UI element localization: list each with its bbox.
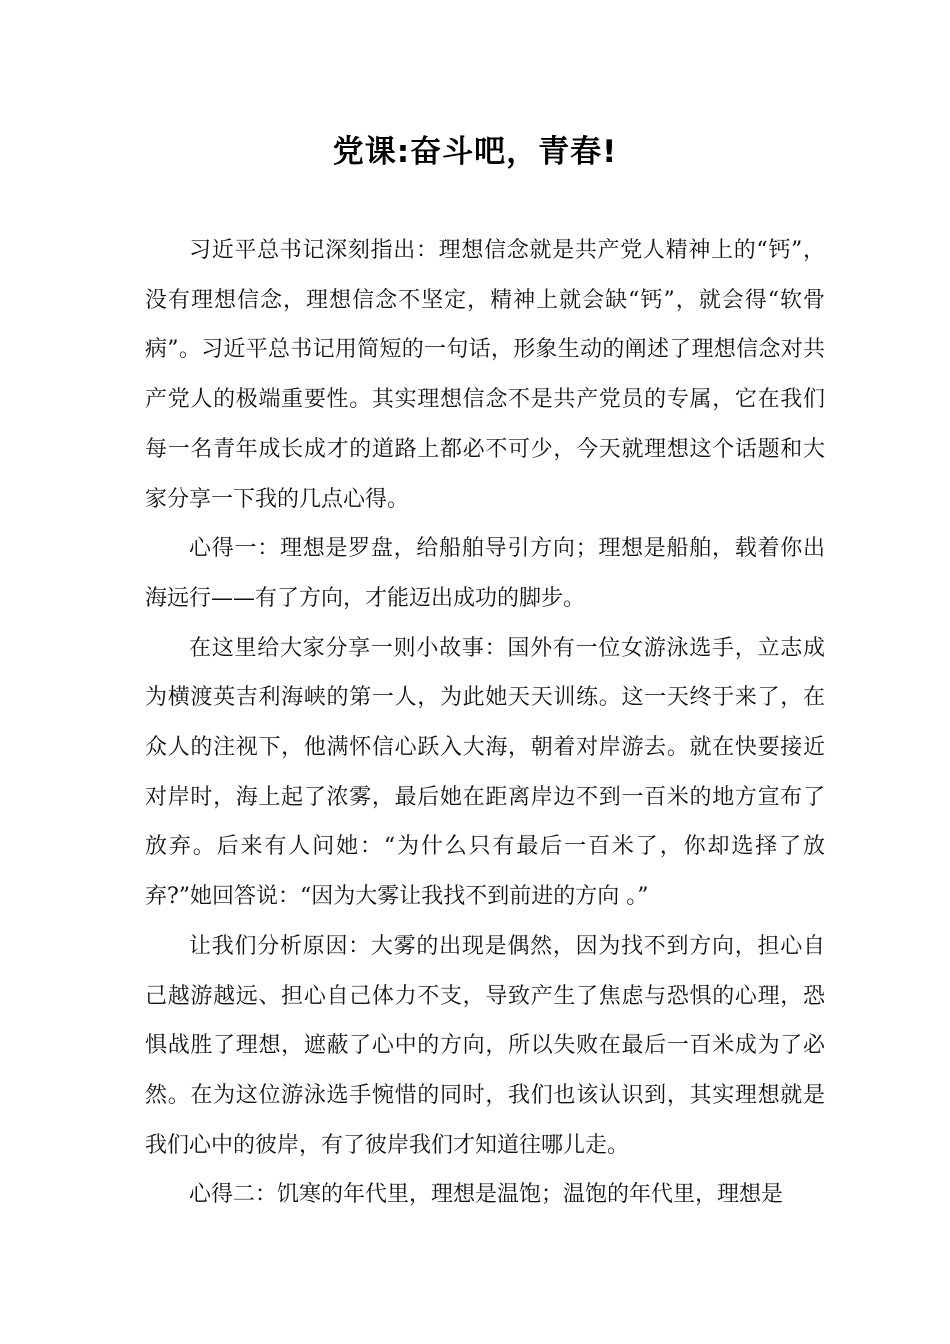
document-title: 党课:奋斗吧，青春!: [332, 134, 618, 170]
document-body: [145, 226, 825, 1220]
paragraph: 心得一：理想是罗盘，给船舶导引方向；理想是船舶，载着你出海远行——有了方向，才能迈出成功的脚步。: [145, 536, 825, 611]
paragraph: 在这里给大家分享一则小故事：国外有一位女游泳选手，立志成为横渡英吉利海峡的第一人，为此她天天训练。这一天终于来了，在众人的注视下，他满怀信心跃入大海，朝着对岸游去。就在快要接近对岸时，海上起了浓雾，最后她在距离岸边不到一百米的地方宣布了放弃。后来有人问她：“为什么只有最后一百米了，你却选择了放弃?”她回答说：“因为大雾让我找不到前进的方向 。”: [145, 635, 825, 910]
paragraph: 心得二：饥寒的年代里，理想是温饱；温饱的年代里，理想是: [189, 1182, 784, 1208]
paragraph: 习近平总书记深刻指出：理想信念就是共产党人精神上的“钙”，没有理想信念，理想信念不坚定，精神上就会缺“钙”，就会得“软骨病”。习近平总书记用简短的一句话，形象生动的阐述了理想信念对共产党人的极端重要性。其实理想信念不是共产党员的专属，它在我们每一名青年成长成才的道路上都必不可少，今天就理想这个话题和大家分享一下我的几点心得。: [145, 238, 825, 512]
paragraph: 让我们分析原因：大雾的出现是偶然，因为找不到方向，担心自己越游越远、担心自己体力不支，导致产生了焦虑与恐惧的心理，恐惧战胜了理想，遮蔽了心中的方向，所以失败在最后一百米成为了必然。在为这位游泳选手惋惜的同时，我们也该认识到，其实理想就是我们心中的彼岸，有了彼岸我们才知道往哪儿走。: [145, 933, 825, 1158]
